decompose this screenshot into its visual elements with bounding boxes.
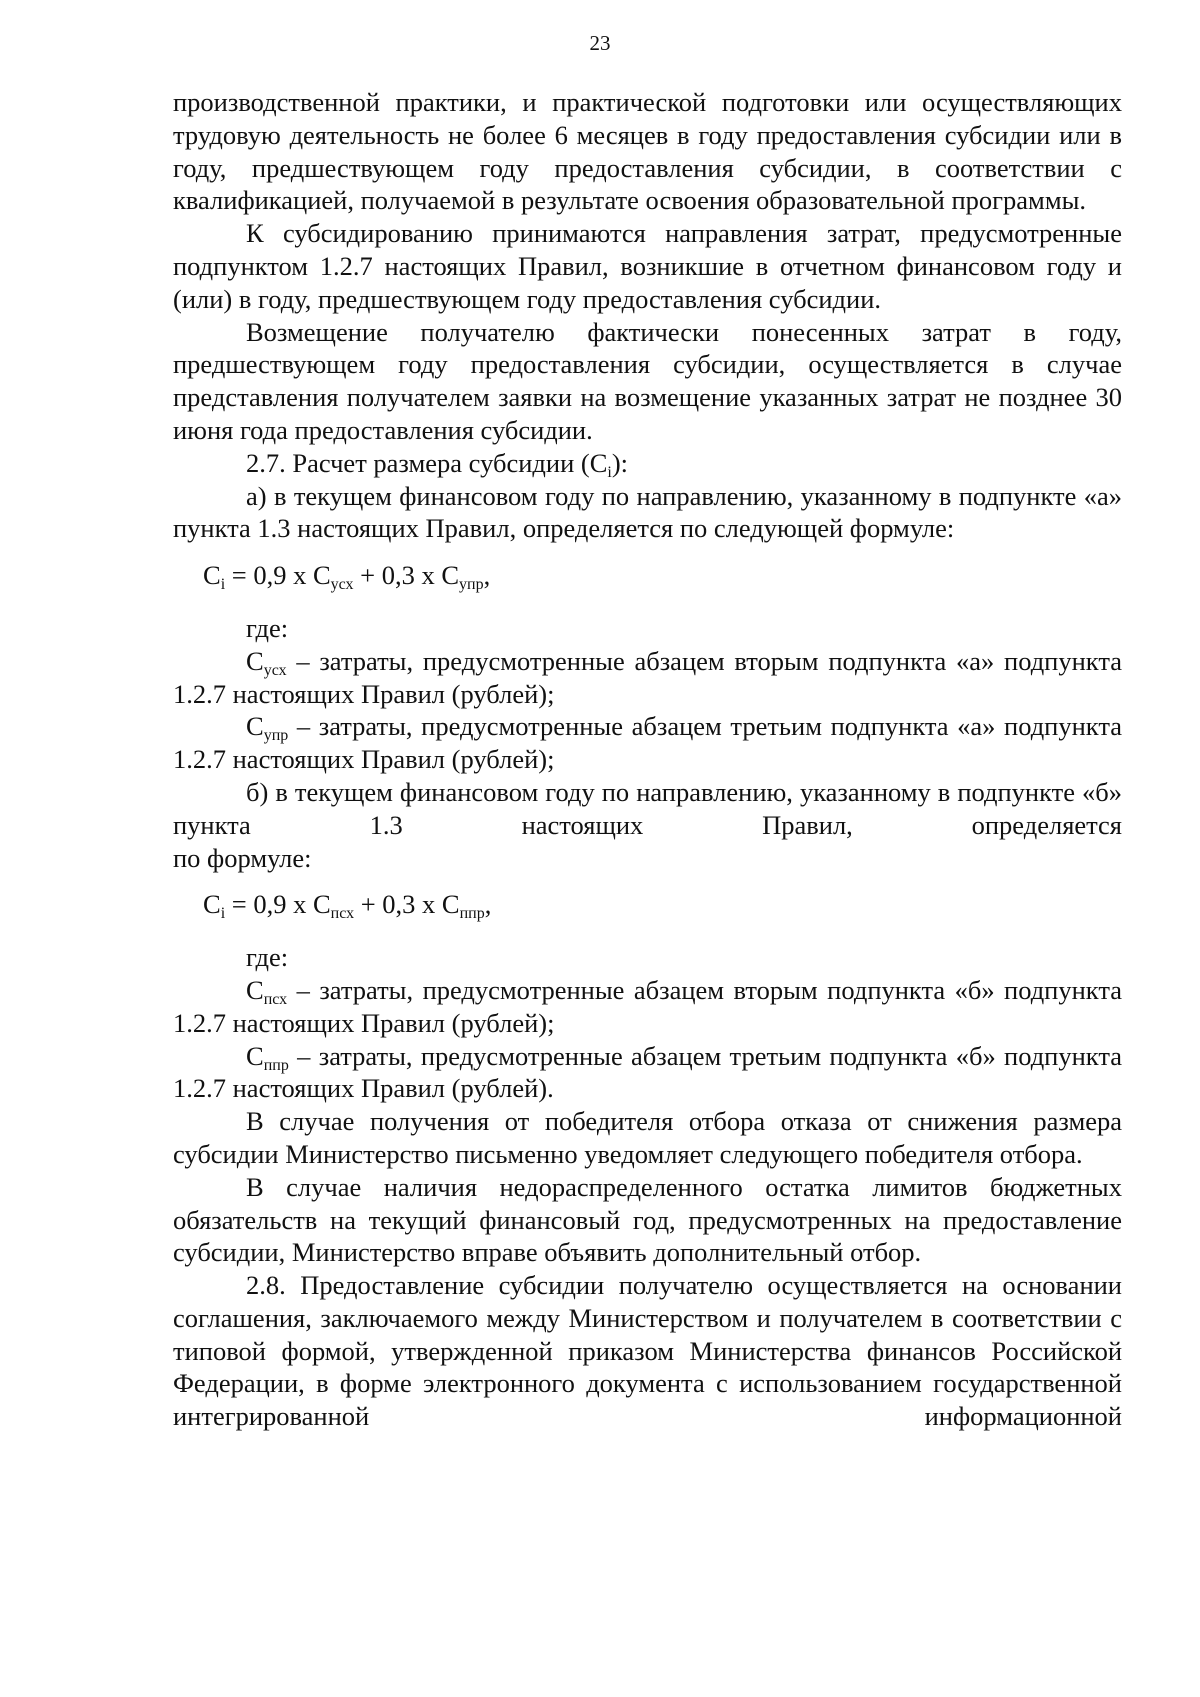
paragraph-continuation: производственной практики, и практической подготовки или осуществляющих трудовую деятельность не более 6 месяцев в году предоставления субсидии или в году, предшествующем году предоставления субсидии, в соответствии с квалификацией, получаемой в результате освоения образовательной программы. [173,87,1122,216]
document-body [173,86,1122,1433]
where-label-a: где: [246,612,289,643]
paragraph-refusal: В случае получения от победителя отбора отказа от снижения размера субсидии Министерство письменно уведомляет следующего победителя отбора. [173,1106,1122,1169]
definition-c-psx: $С_{псх}$ – затраты, предусмотренные абзацем вторым подпункта «б» подпункта 1.2.7 настоящих Правил (рублей); [173,974,1122,1038]
paragraph-item-a: а) в текущем финансовом году по направлению, указанному в подпункте «а» пункта 1.3 настоящих Правил, определяется по следующей формуле: [173,480,1122,544]
definition-c-upr: $С_{упр}$ – затраты, предусмотренные абзацем третьим подпункта «а» подпункта 1.2.7 настоящих Правил (рублей); [173,711,1122,775]
paragraph-reimbursement: Возмещение получателю фактически понесенных затрат в году, предшествующем году предоставления субсидии, осуществляется в случае представления получателем заявки на возмещение указанных затрат не позднее 30 июня года предоставления субсидии. [173,316,1122,445]
page-number: 23 [589,31,611,55]
section-2-7-heading: 2.7. Расчет размера субсидии $(С_i)$: [246,447,629,481]
paragraph-item-b: б) в текущем финансовом году по направлению, указанному в подпункте «б» пункта 1.3 настоящих Правил, определяется [173,776,1122,840]
formula-a: $С_i = 0,9$ х $С_{усх} + 0,3$ х $С_{упр}$, [203,560,491,594]
paragraph-item-b-tail: по формуле: [173,842,312,873]
definition-c-usx: $С_{усх}$ – затраты, предусмотренные абзацем вторым подпункта «а» подпункта 1.2.7 настоящих Правил (рублей); [173,645,1122,709]
section-2-8-paragraph: 2.8. Предоставление субсидии получателю осуществляется на основании соглашения, заключаемого между Министерством и получателем в соответствии с типовой формой, утвержденной приказом Министерства финансов Российской Федерации, в форме электронного документа с использованием государственной интегрированной информационной [173,1270,1122,1432]
formula-b: $С_i = 0,9$ х $С_{псх} + 0,3$ х $С_{ппр}$, [203,889,492,923]
where-label-b: где: [246,942,289,973]
paragraph-expense-directions: К субсидированию принимаются направления затрат, предусмотренные подпунктом 1.2.7 настоящих Правил, возникшие в отчетном финансовом году и (или) в году, предшествующем году предоставления субсидии. [173,218,1122,314]
paragraph-additional-selection: В случае наличия недораспределенного остатка лимитов бюджетных обязательств на текущий финансовый год, предусмотренных на предоставление субсидии, Министерство вправе объявить дополнительный отбор. [173,1171,1122,1268]
definition-c-ppr: $С_{ппр}$ – затраты, предусмотренные абзацем третьим подпункта «б» подпункта 1.2.7 настоящих Правил (рублей). [173,1040,1122,1104]
